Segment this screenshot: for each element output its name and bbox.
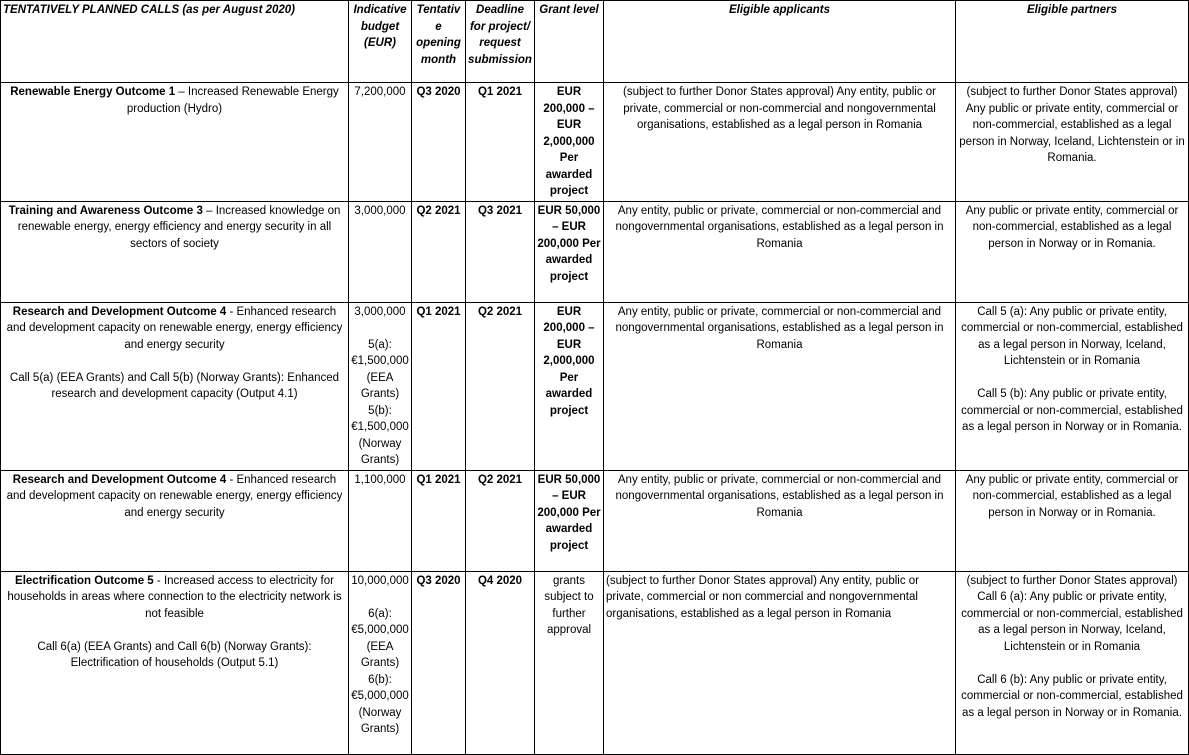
call-description: - Enhanced research and development capacity on renewable energy, energy efficiency and energy security: [6, 305, 343, 351]
call-title: Research and Development Outcome 4: [12, 473, 227, 486]
table-row: [1, 302, 1189, 470]
eligible-partners-cell: Any public or private entity, commercial or non-commercial, established as a legal person in Norway or in Romania.: [956, 201, 1189, 302]
partners-call-a: (subject to further Donor States approval) Call 6 (a): Any public or private entity, commercial or non-commercial, established as a legal person in Norway, Iceland, Lichtenstein or in Romania: [961, 574, 1183, 653]
eligible-partners-cell: [956, 571, 1189, 754]
call-title: Training and Awareness Outcome 3: [8, 204, 203, 217]
call-title: Research and Development Outcome 4: [12, 305, 227, 318]
table-row: [1, 201, 1189, 302]
header-opening: Tentative opening month: [412, 1, 466, 83]
opening-cell: Q3 2020: [412, 571, 466, 754]
budget-breakdown: 5(a): €1,500,000 (EEA Grants) 5(b): €1,500,000 (Norway Grants): [351, 338, 409, 466]
table-row: [1, 83, 1189, 202]
budget-cell: [349, 302, 412, 470]
call-description: - Increased access to electricity for households in areas where connection to the electricity network is not feasible: [7, 574, 342, 620]
header-row: [1, 1, 1189, 83]
eligible-applicants-cell: Any entity, public or private, commercial or non-commercial and nongovernmental organisations, established as a legal person in Romania: [604, 302, 956, 470]
table-row: [1, 470, 1189, 571]
header-deadline: Deadline for project/ request submission: [466, 1, 535, 83]
opening-cell: Q1 2021: [412, 470, 466, 571]
grant-level-cell: EUR 200,000 – EUR 2,000,000 Per awarded project: [535, 83, 604, 202]
call-sub-description: Call 6(a) (EEA Grants) and Call 6(b) (Norway Grants): Electrification of households (Output 5.1): [37, 640, 312, 669]
header-eligible-partners: Eligible partners: [956, 1, 1189, 83]
deadline-cell: Q1 2021: [466, 83, 535, 202]
budget-value: 3,000,000: [354, 204, 406, 217]
deadline-cell: Q4 2020: [466, 571, 535, 754]
call-description: - Enhanced research and development capacity on renewable energy, energy efficiency and energy security: [6, 473, 343, 519]
header-grant-level: Grant level: [535, 1, 604, 83]
partners-call-b: Call 5 (b): Any public or private entity, commercial or non-commercial, established as a legal person in Norway or in Romania.: [961, 388, 1183, 433]
call-cell: [1, 302, 349, 470]
eligible-partners-cell: Any public or private entity, commercial or non-commercial, established as a legal person in Norway or in Romania.: [956, 470, 1189, 571]
opening-cell: Q2 2021: [412, 201, 466, 302]
budget-cell: [349, 470, 412, 571]
budget-value: 3,000,000: [354, 305, 406, 318]
grant-level-cell: EUR 50,000 – EUR 200,000 Per awarded project: [535, 470, 604, 571]
eligible-partners-cell: (subject to further Donor States approval) Any public or private entity, commercial or non-commercial, established as a legal person in Norway, Iceland, Lichtenstein or in Romania.: [956, 83, 1189, 202]
header-calls: TENTATIVELY PLANNED CALLS (as per August 2020): [1, 1, 349, 83]
partners-call-a: Call 5 (a): Any public or private entity, commercial or non-commercial, established as a legal person in Norway, Iceland, Lichtenstein or in Romania: [961, 305, 1183, 367]
budget-cell: [349, 571, 412, 754]
opening-cell: Q3 2020: [412, 83, 466, 202]
eligible-partners-cell: [956, 302, 1189, 470]
budget-cell: [349, 201, 412, 302]
eligible-applicants-cell: (subject to further Donor States approval) Any entity, public or private, commercial or non-commercial and nongovernmental organisations, established as a legal person in Romania: [604, 83, 956, 202]
call-description: – Increased Renewable Energy production (Hydro): [126, 86, 339, 115]
table-row: [1, 571, 1189, 754]
call-title: Electrification Outcome 5: [15, 574, 154, 587]
budget-cell: [349, 83, 412, 202]
grant-level-cell: grants subject to further approval: [535, 571, 604, 754]
call-title: Renewable Energy Outcome 1: [10, 86, 176, 98]
budget-value: 7,200,000: [354, 86, 406, 98]
header-budget: Indicative budget (EUR): [349, 1, 412, 83]
budget-breakdown: 6(a): €5,000,000 (EEA Grants) 6(b): €5,000,000 (Norway Grants): [351, 607, 409, 735]
deadline-cell: Q2 2021: [466, 302, 535, 470]
call-cell: [1, 83, 349, 202]
grant-level-cell: EUR 200,000 – EUR 2,000,000 Per awarded project: [535, 302, 604, 470]
partners-call-b: Call 6 (b): Any public or private entity, commercial or non-commercial, established as a legal person in Norway or in Romania.: [961, 673, 1183, 719]
call-cell: [1, 571, 349, 754]
budget-value: 1,100,000: [354, 473, 406, 486]
eligible-applicants-cell: (subject to further Donor States approval) Any entity, public or private, commercial or non commercial and nongovernmental organisations, established as a legal person in Romania: [604, 571, 956, 754]
deadline-cell: Q2 2021: [466, 470, 535, 571]
call-description: – Increased knowledge on renewable energy, energy efficiency and energy security in all sectors of society: [17, 204, 341, 250]
eligible-applicants-cell: Any entity, public or private, commercial or non-commercial and nongovernmental organisations, established as a legal person in Romania: [604, 201, 956, 302]
call-sub-description: Call 5(a) (EEA Grants) and Call 5(b) (Norway Grants): Enhanced research and development capacity (Output 4.1): [9, 371, 340, 400]
call-cell: [1, 470, 349, 571]
deadline-cell: Q3 2021: [466, 201, 535, 302]
grant-level-cell: EUR 50,000 – EUR 200,000 Per awarded project: [535, 201, 604, 302]
call-cell: [1, 201, 349, 302]
opening-cell: Q1 2021: [412, 302, 466, 470]
budget-value: 10,000,000: [351, 574, 409, 587]
eligible-applicants-cell: Any entity, public or private, commercial or non-commercial and nongovernmental organisations, established as a legal person in Romania: [604, 470, 956, 571]
header-eligible-applicants: Eligible applicants: [604, 1, 956, 83]
